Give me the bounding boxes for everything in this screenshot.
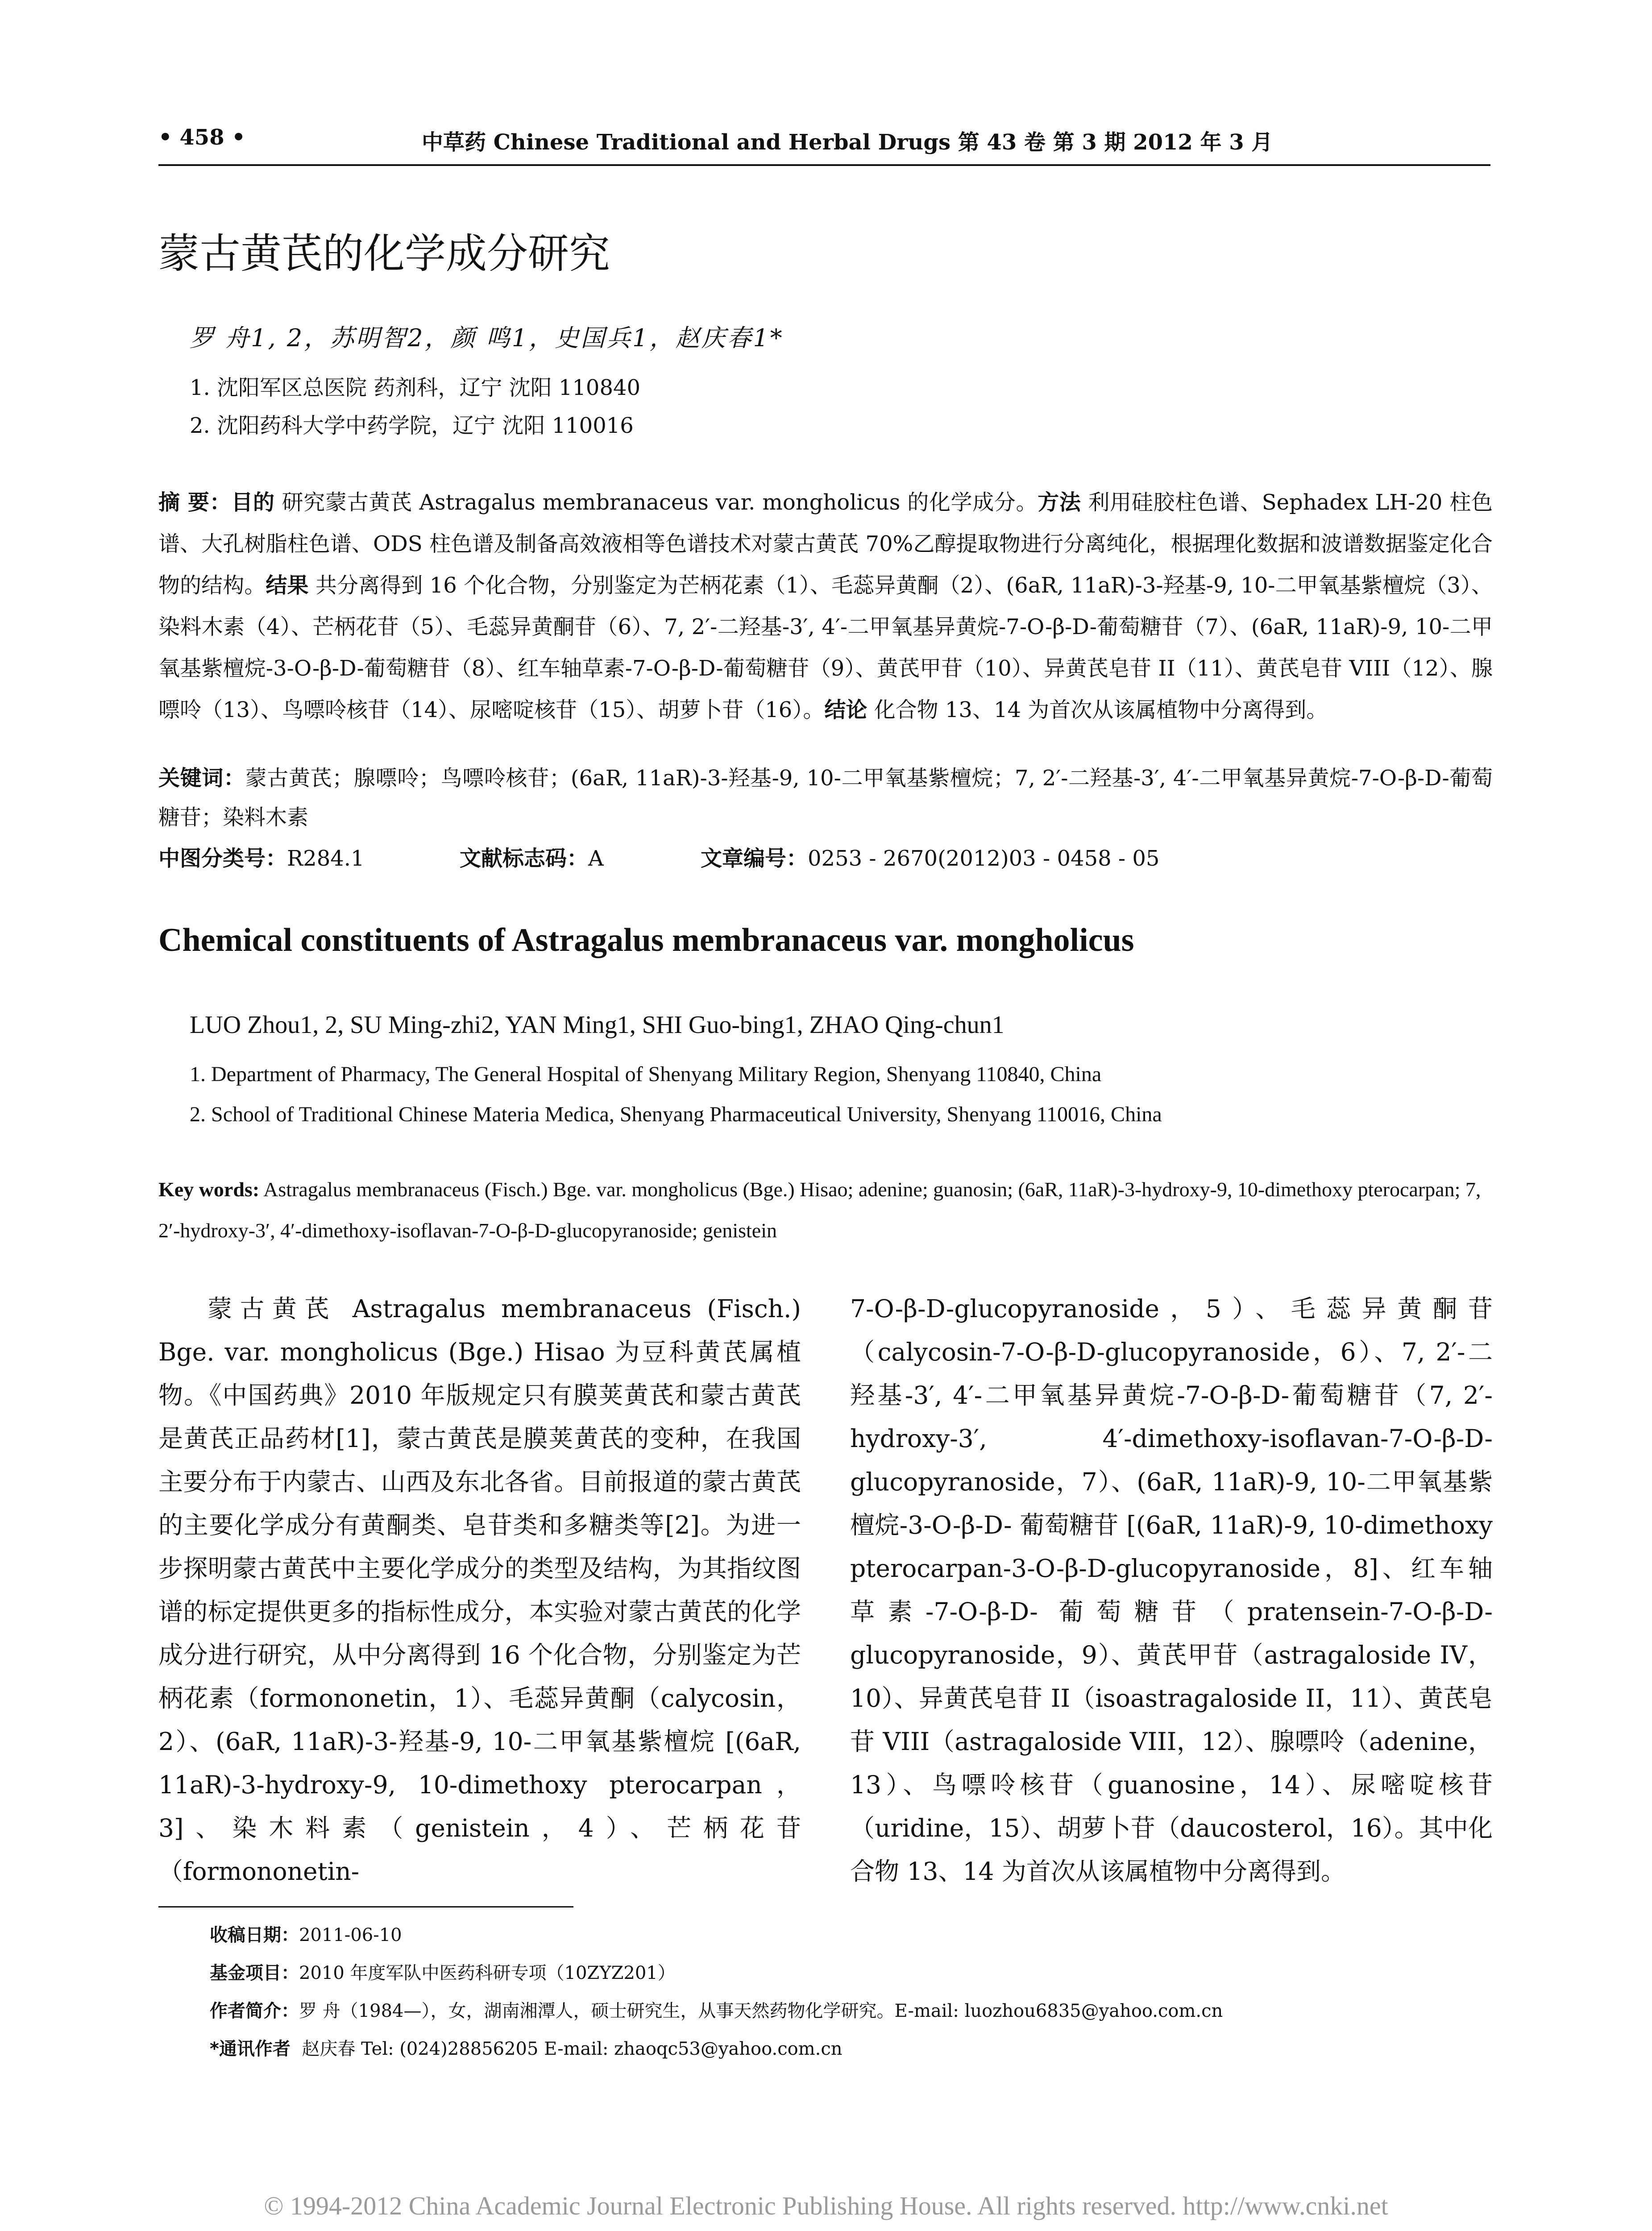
corresponding-label: *通讯作者 (210, 2039, 291, 2059)
abstract-label: 摘 要： (158, 490, 232, 515)
article-no-label: 文章编号： (701, 846, 808, 871)
keywords-text: 蒙古黄芪；腺嘌呤；鸟嘌呤核苷；(6aR, 11aR)-3-羟基-9, 10-二甲氧基紫檀烷；7, 2′-二羟基-3′, 4′-二甲氧基异黄烷-7-O-β-D-葡萄糖苷；染料木素 (158, 766, 1493, 830)
abstract-objective: 研究蒙古黄芪 Astragalus membranaceus var. mongholicus 的化学成分。 (282, 490, 1038, 515)
clc-value: R284.1 (287, 846, 365, 871)
cn-keywords (158, 759, 1493, 837)
en-keywords-text: Astragalus membranaceus (Fisch.) Bge. var. mongholicus (Bge.) Hisao; adenine; guanosin; (6aR, 11aR)-3-hydroxy-9, 10-dimethoxy pterocarpan; 7, 2′-hydroxy-3′, 4′-dimethoxy-isoflavan-7-O-β-D-glucopyranoside; genistein (158, 1178, 1481, 1242)
copyright-notice: © 1994-2012 China Academic Journal Electronic Publishing House. All rights reserved. http://www.cnki.net (264, 2191, 1388, 2220)
en-keywords-label: Key words: (158, 1178, 260, 1201)
keywords-label: 关键词： (158, 766, 245, 791)
cn-abstract (158, 482, 1493, 731)
footnote-received (210, 1921, 402, 1946)
article-no-value: 0253 - 2670(2012)03 - 0458 - 05 (808, 846, 1160, 871)
journal-line: 中草药 Chinese Traditional and Herbal Drugs 第 43 卷 第 3 期 2012 年 3 月 (422, 130, 1273, 155)
doc-code-value: A (588, 846, 604, 871)
cn-title: 蒙古黄芪的化学成分研究 (158, 230, 610, 278)
en-authors: LUO Zhou1, 2, SU Ming-zhi2, YAN Ming1, SHI Guo-bing1, ZHAO Qing-chun1 (190, 1011, 1004, 1039)
fund-text: 2010 年度军队中医药科研专项（10ZYZ201） (299, 1963, 676, 1983)
page-number: • 458 • (158, 125, 245, 150)
article-no-line (701, 841, 1159, 872)
header-rule (158, 164, 1490, 166)
cn-authors: 罗 舟1, 2，苏明智2，颜 鸣1，史国兵1，赵庆春1* (190, 324, 784, 352)
received-text: 2011-06-10 (299, 1925, 402, 1945)
abstract-method-label: 方法 (1038, 490, 1081, 515)
abstract-objective-label: 目的 (231, 490, 275, 515)
footnote-fund (210, 1959, 676, 1984)
body-column-left: 蒙古黄芪 Astragalus membranaceus (Fisch.) Bge. var. mongholicus (Bge.) Hisao 为豆科黄芪属植物。《中国药典》2010 年版规定只有膜荚黄芪和蒙古黄芪是黄芪正品药材[1]，蒙古黄芪是膜荚黄芪的变种，在我国主要分布于内蒙古、山西及东北各省。目前报道的蒙古黄芪的主要化学成分有黄酮类、皂苷类和多糖类等[2]。为进一步探明蒙古黄芪中主要化学成分的类型及结构，为其指纹图谱的标定提供更多的指标性成分，本实验对蒙古黄芪的化学成分进行研究，从中分离得到 16 个化合物，分别鉴定为芒柄花素（formononetin，1）、毛蕊异黄酮（calycosin，2）、(6aR, 11aR)-3-羟基-9, 10-二甲氧基紫檀烷 [(6aR, 11aR)-3-hydroxy-9, 10-dimethoxy pterocarpan，3]、染木料素（genistein，4）、芒柄花苷（formononetin- (158, 1294, 801, 1886)
corresponding-text: 赵庆春 Tel: (024)28856205 E-mail: zhaoqc53@yahoo.com.cn (302, 2039, 843, 2059)
body-column-right: 7-O-β-D-glucopyranoside，5）、毛蕊异黄酮苷（calycosin-7-O-β-D-glucopyranoside，6）、7, 2′-二羟基-3′, 4′-二甲氧基异黄烷-7-O-β-D-葡萄糖苷（7, 2′-hydroxy-3′, 4′-dimethoxy-isoflavan-7-O-β-D-glucopyranoside，7）、(6aR, 11aR)-9, 10-二甲氧基紫檀烷-3-O-β-D- 葡萄糖苷 [(6aR, 11aR)-9, 10-dimethoxy pterocarpan-3-O-β-D-glucopyranoside，8]、红车轴草素-7-O-β-D- 葡萄糖苷（pratensein-7-O-β-D-glucopyranoside，9）、黄芪甲苷（astragaloside IV，10）、异黄芪皂苷 II（isoastragaloside II，11）、黄芪皂苷 VIII（astragaloside VIII，12）、腺嘌呤（adenine，13）、鸟嘌呤核苷（guanosine，14）、尿嘧啶核苷（uridine，15）、胡萝卜苷（daucosterol，16）。其中化合物 13、14 为首次从该属植物中分离得到。 (850, 1294, 1493, 1886)
fund-label: 基金项目： (210, 1963, 299, 1983)
doc-code-label: 文献标志码： (460, 846, 589, 871)
en-affiliation-1: 1. Department of Pharmacy, The General Hospital of Shenyang Military Region, Shenyang 110840, China (190, 1062, 1102, 1086)
footnote-corresponding (210, 2035, 843, 2060)
abstract-result: 共分离得到 16 个化合物，分别鉴定为芒柄花素（1）、毛蕊异黄酮（2）、(6aR, 11aR)-3-羟基-9, 10-二甲氧基紫檀烷（3）、染料木素（4）、芒柄花苷（5）、毛蕊异黄酮苷（6）、7, 2′-二羟基-3′, 4′-二甲氧基异黄烷-7-O-β-D-葡萄糖苷（7）、(6aR, 11aR)-9, 10-二甲氧基紫檀烷-3-O-β-D-葡萄糖苷（8）、红车轴草素-7-O-β-D-葡萄糖苷（9）、黄芪甲苷（10）、异黄芪皂苷 II（11）、黄芪皂苷 VIII（12）、腺嘌呤（13）、鸟嘌呤核苷（14）、尿嘧啶核苷（15）、胡萝卜苷（16）。 (158, 573, 1493, 722)
cn-affiliation-2: 2. 沈阳药科大学中药学院，辽宁 沈阳 110016 (190, 413, 634, 438)
author-bio-text: 罗 舟（1984—），女，湖南湘潭人，硕士研究生，从事天然药物化学研究。E-mail: luozhou6835@yahoo.com.cn (299, 2001, 1223, 2021)
abstract-conclusion-label: 结论 (824, 697, 868, 722)
en-keywords (158, 1169, 1493, 1251)
doc-code-line (460, 841, 604, 872)
footnote-author-bio (210, 1997, 1223, 2022)
abstract-conclusion: 化合物 13、14 为首次从该属植物中分离得到。 (874, 697, 1328, 722)
received-label: 收稿日期： (210, 1925, 299, 1945)
abstract-method: 利用硅胶柱色谱、Sephadex LH-20 柱色谱、大孔树脂柱色谱、ODS 柱色谱及制备高效液相等色谱技术对蒙古黄芪 70%乙醇提取物进行分离纯化，根据理化数据和波谱数据鉴定化合物的结构。 (158, 490, 1493, 598)
clc-label: 中图分类号： (158, 846, 287, 871)
classification-line (158, 841, 365, 872)
running-header (158, 125, 1490, 161)
en-affiliation-2: 2. School of Traditional Chinese Materia Medica, Shenyang Pharmaceutical University, Shenyang 110016, China (190, 1103, 1162, 1126)
abstract-result-label: 结果 (266, 573, 309, 598)
cn-affiliation-1: 1. 沈阳军区总医院 药剂科，辽宁 沈阳 110840 (190, 375, 641, 400)
en-title: Chemical constituents of Astragalus membranaceus var. mongholicus (158, 922, 1134, 958)
footnote-rule (158, 1906, 573, 1908)
author-bio-label: 作者简介： (210, 2001, 299, 2021)
